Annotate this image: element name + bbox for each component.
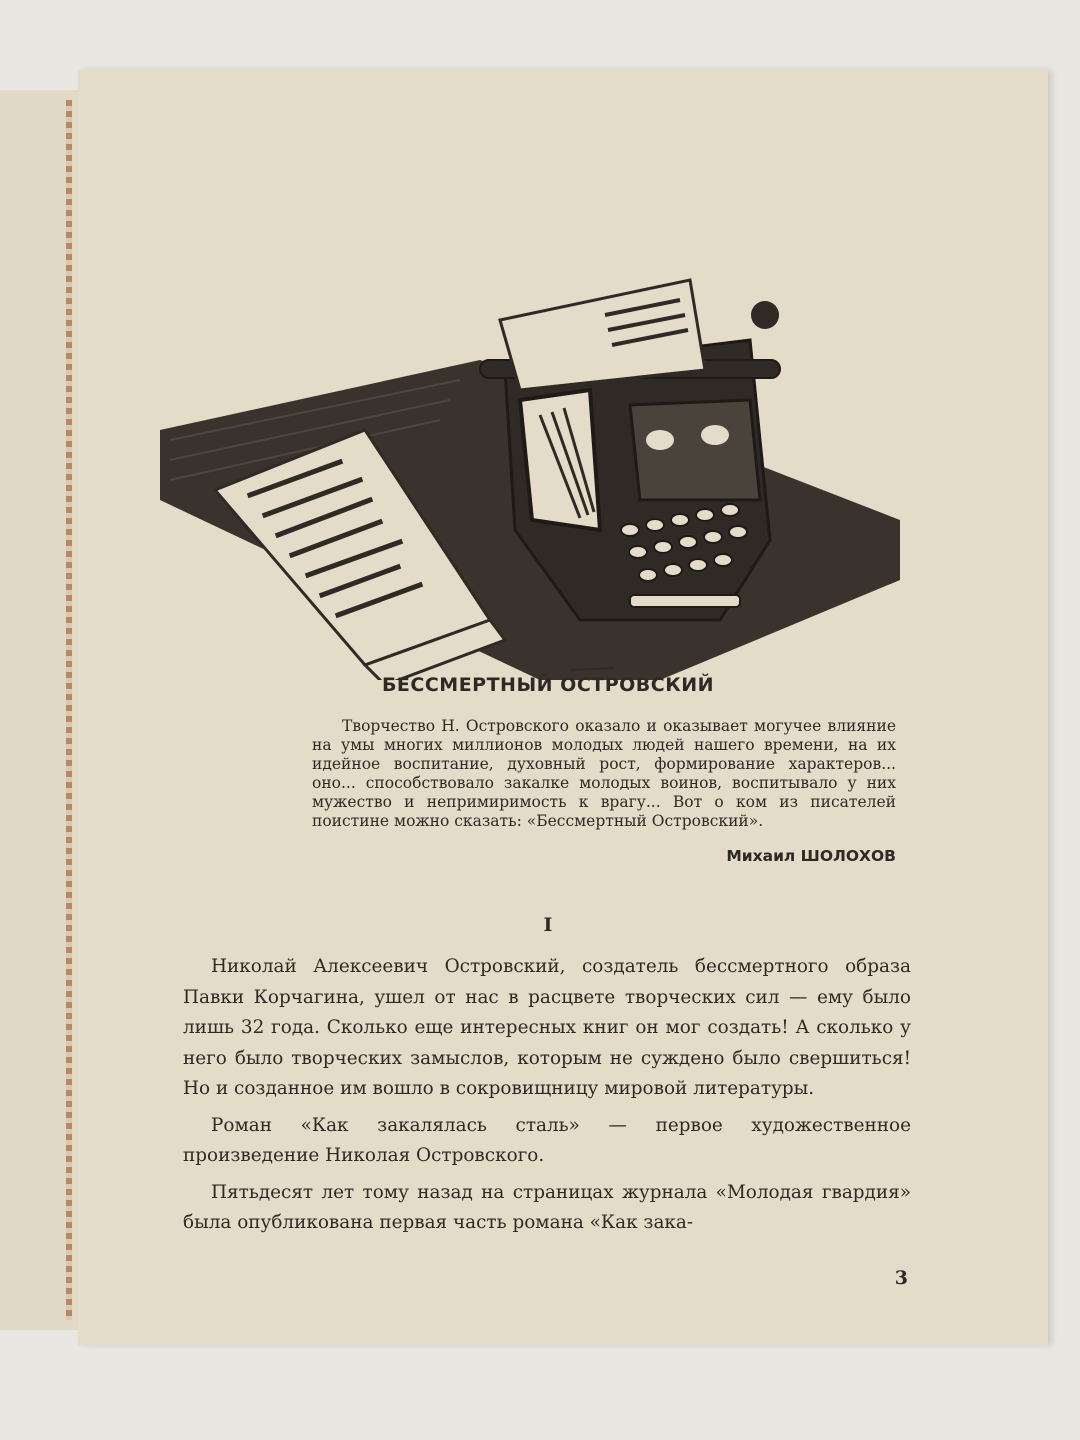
- paragraph: Роман «Как закалялась сталь» — первое художественное произведение Николая Островского.: [183, 1114, 911, 1166]
- chapter-number: I: [543, 914, 553, 936]
- typewriter-illustration: [160, 200, 910, 680]
- book-page: [78, 70, 1048, 1345]
- epigraph-author: Михаил ШОЛОХОВ: [726, 847, 896, 865]
- paragraph: Пятьдесят лет тому назад на страницах журнала «Молодая гвардия» была опубликована первая часть романа «Как зака-: [183, 1181, 911, 1233]
- body-text: [183, 952, 911, 1245]
- chapter-title: БЕССМЕРТНЫЙ ОСТРОВСКИЙ: [381, 674, 715, 696]
- paragraph: Николай Алексеевич Островский, создатель бессмертного образа Павки Корчагина, ушел от нас в расцвете творческих сил — ему было лишь 32 года. Сколько еще интересных книг он мог создать! А сколько у него было творческих замыслов, которым не суждено было свершиться! Но и созданное им вошло в сокровищницу мировой литературы.: [183, 956, 911, 1099]
- page-number: 3: [894, 1267, 908, 1289]
- binding-stitch: [66, 100, 72, 1320]
- epigraph-text: Творчество Н. Островского оказало и оказывает могучее влияние на умы многих миллионов молодых людей нашего времени, на их идейное воспитание, духовный рост, формирование характеров... оно... способствовало закалке молодых воинов, воспитывало у них мужество и непримиримость к врагу... Вот о ком из писателей поистине можно сказать: «Бессмертный Островский».: [312, 717, 896, 830]
